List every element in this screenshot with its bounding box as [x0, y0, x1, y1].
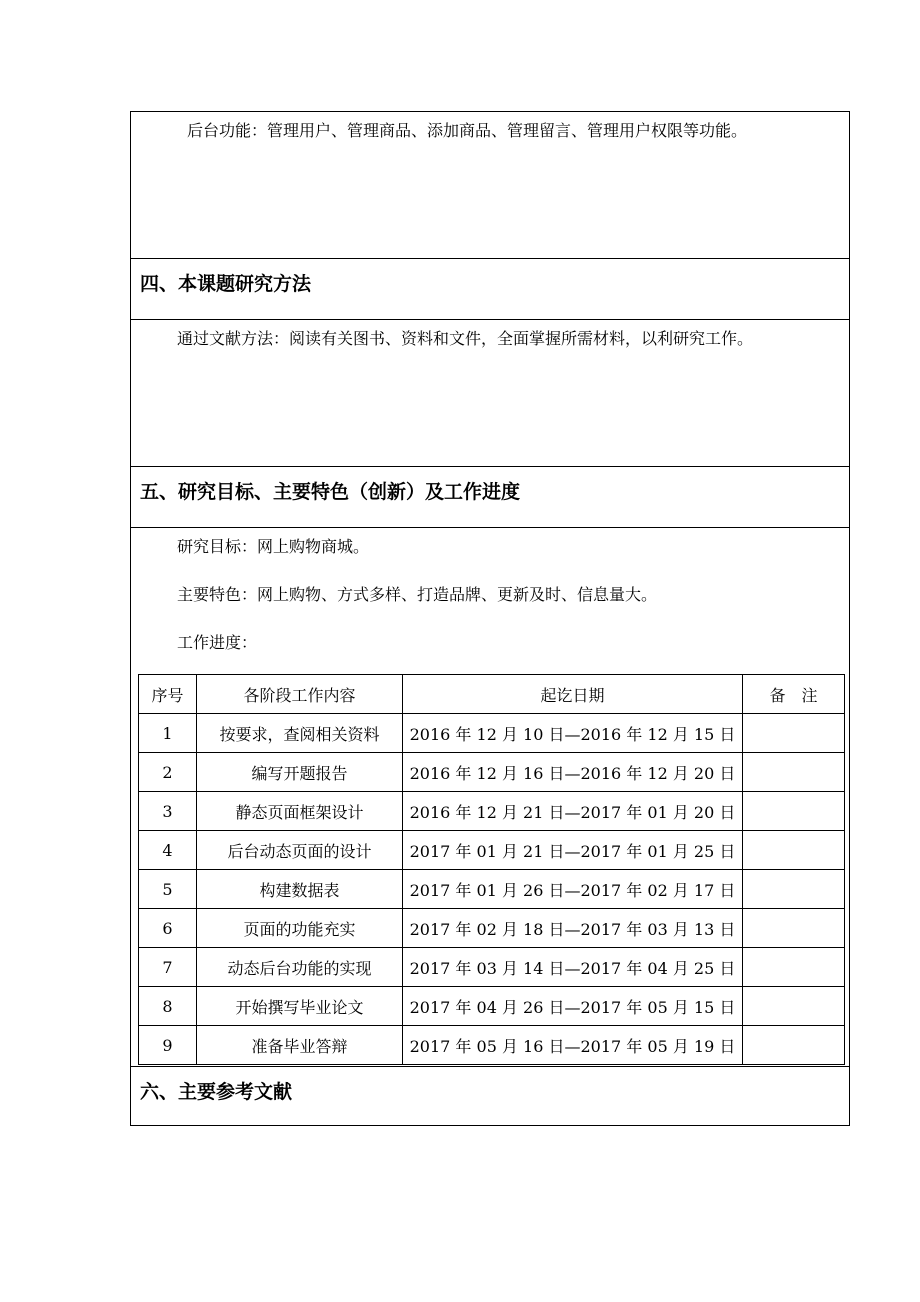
- row-dates: 2017 年 01 月 21 日—2017 年 01 月 25 日: [403, 831, 743, 870]
- report-form: [130, 111, 850, 1126]
- work-progress-label: 工作进度：: [177, 633, 258, 652]
- row-index: 7: [139, 948, 197, 987]
- research-goal-text: 研究目标：网上购物商城。: [177, 537, 370, 556]
- row-task: 按要求，查阅相关资料: [197, 714, 403, 753]
- table-row: [139, 831, 845, 870]
- table-header-row: [139, 675, 845, 714]
- row-index: 9: [139, 1026, 197, 1065]
- row-index: 4: [139, 831, 197, 870]
- table-row: [139, 753, 845, 792]
- row-task: 开始撰写毕业论文: [197, 987, 403, 1026]
- divider: [131, 466, 849, 467]
- row-index: 1: [139, 714, 197, 753]
- row-notes: [743, 753, 845, 792]
- row-dates: 2016 年 12 月 10 日—2016 年 12 月 15 日: [403, 714, 743, 753]
- section-4-heading: 四、本课题研究方法: [140, 273, 312, 295]
- table-row: [139, 714, 845, 753]
- row-dates: 2017 年 01 月 26 日—2017 年 02 月 17 日: [403, 870, 743, 909]
- divider: [131, 319, 849, 320]
- table-row: [139, 948, 845, 987]
- row-dates: 2016 年 12 月 16 日—2016 年 12 月 20 日: [403, 753, 743, 792]
- divider: [131, 258, 849, 259]
- row-notes: [743, 909, 845, 948]
- row-task: 动态后台功能的实现: [197, 948, 403, 987]
- row-notes: [743, 987, 845, 1026]
- section-6-heading: 六、主要参考文献: [140, 1081, 293, 1103]
- row-task: 构建数据表: [197, 870, 403, 909]
- row-task: 后台动态页面的设计: [197, 831, 403, 870]
- row-index: 5: [139, 870, 197, 909]
- main-features-text: 主要特色：网上购物、方式多样、打造品牌、更新及时、信息量大。: [177, 585, 658, 604]
- work-progress-table: [138, 674, 845, 1065]
- row-notes: [743, 714, 845, 753]
- row-index: 6: [139, 909, 197, 948]
- row-index: 2: [139, 753, 197, 792]
- divider: [131, 527, 849, 528]
- divider: [131, 1066, 849, 1067]
- row-notes: [743, 1026, 845, 1065]
- row-task: 编写开题报告: [197, 753, 403, 792]
- row-task: 准备毕业答辩: [197, 1026, 403, 1065]
- header-dates: 起讫日期: [403, 675, 743, 714]
- header-notes: 备 注: [743, 675, 845, 714]
- row-task: 页面的功能充实: [197, 909, 403, 948]
- table-row: [139, 792, 845, 831]
- section-5-heading: 五、研究目标、主要特色（创新）及工作进度: [140, 481, 521, 503]
- header-index: 序号: [139, 675, 197, 714]
- research-method-text: 通过文献方法：阅读有关图书、资料和文件，全面掌握所需材料，以利研究工作。: [177, 329, 754, 348]
- row-dates: 2017 年 02 月 18 日—2017 年 03 月 13 日: [403, 909, 743, 948]
- row-notes: [743, 831, 845, 870]
- row-notes: [743, 948, 845, 987]
- table-row: [139, 987, 845, 1026]
- table-row: [139, 1026, 845, 1065]
- row-dates: 2017 年 03 月 14 日—2017 年 04 月 25 日: [403, 948, 743, 987]
- row-index: 8: [139, 987, 197, 1026]
- row-notes: [743, 870, 845, 909]
- row-notes: [743, 792, 845, 831]
- row-index: 3: [139, 792, 197, 831]
- backend-functions-text: 后台功能：管理用户、管理商品、添加商品、管理留言、管理用户权限等功能。: [187, 121, 748, 140]
- row-dates: 2017 年 04 月 26 日—2017 年 05 月 15 日: [403, 987, 743, 1026]
- row-dates: 2016 年 12 月 21 日—2017 年 01 月 20 日: [403, 792, 743, 831]
- row-dates: 2017 年 05 月 16 日—2017 年 05 月 19 日: [403, 1026, 743, 1065]
- row-task: 静态页面框架设计: [197, 792, 403, 831]
- table-row: [139, 909, 845, 948]
- header-task: 各阶段工作内容: [197, 675, 403, 714]
- table-row: [139, 870, 845, 909]
